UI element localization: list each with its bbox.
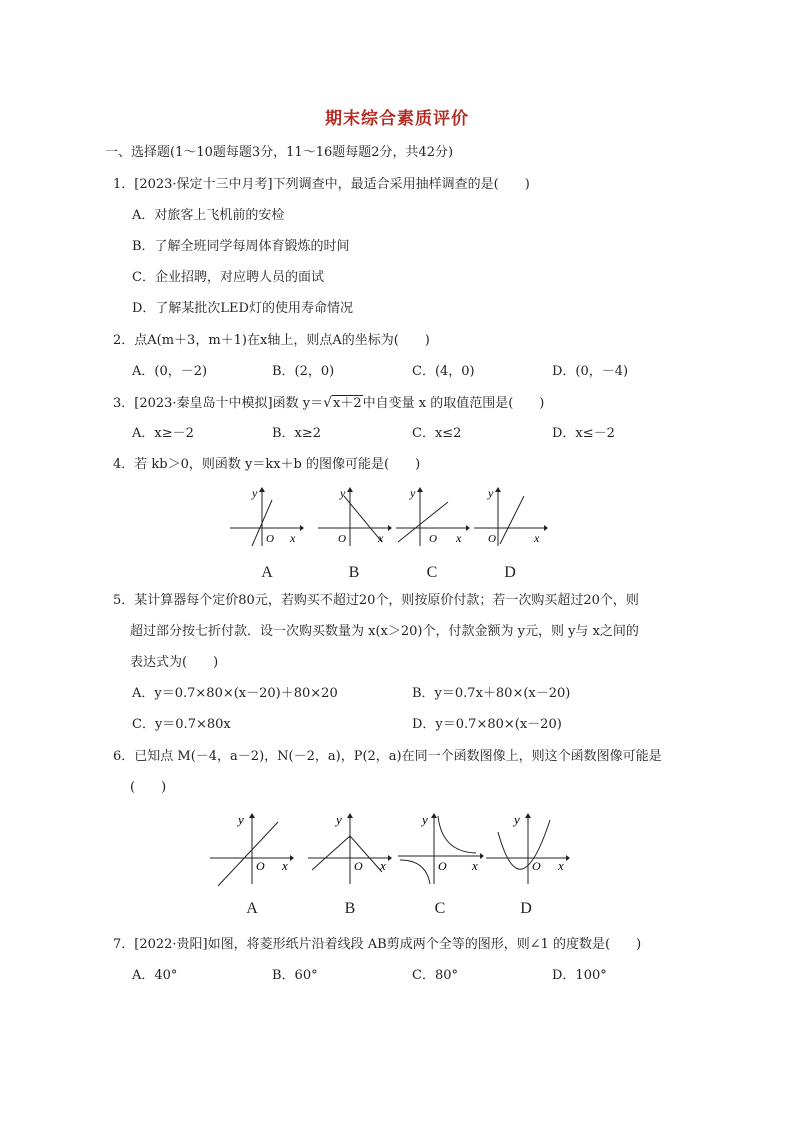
y-axis-label: y [488, 486, 494, 500]
q4-stem: 4．若 kb＞0，则函数 y＝kx＋b 的图像可能是( ) [113, 457, 421, 472]
q3-option-d: D．x≤－2 [552, 426, 615, 441]
q6-label-d: D [520, 900, 532, 917]
q1-option-d: D．了解某批次LED灯的使用寿命情况 [132, 301, 353, 316]
origin-label: O [256, 859, 265, 873]
q3-stem-pre: 3．[2023·秦皇岛十中模拟]函数 y＝ [113, 396, 324, 411]
y-axis-label: y [336, 812, 342, 827]
origin-label: O [354, 859, 363, 873]
q3-stem-post: 中自变量 x 的取值范围是( ) [362, 396, 545, 411]
q6-graph-c [396, 812, 486, 886]
x-axis-label: x [378, 531, 384, 545]
q7-option-c: C．80° [412, 968, 458, 983]
sqrt-symbol: √ [323, 395, 333, 411]
x-axis-label: x [472, 858, 478, 873]
y-axis-label: y [340, 486, 346, 500]
q5-stem-line2: 超过部分按七折付款．设一次购买数量为 x(x＞20)个，付款金额为 y元，则 y与 x之间的 [130, 624, 639, 639]
page-title: 期末综合素质评价 [325, 109, 469, 129]
q5-option-a: A．y＝0.7×80×(x－20)＋80×20 [132, 686, 338, 701]
q7-option-b: B．60° [272, 968, 318, 983]
q4-label-c: C [426, 564, 438, 581]
q3-option-c: C．x≤2 [412, 426, 462, 441]
q6-graph-d [484, 812, 570, 886]
q5-option-b: B．y＝0.7x＋80×(x－20) [412, 686, 571, 701]
q2-stem: 2．点A(m＋3，m＋1)在x轴上，则点A的坐标为( ) [113, 333, 430, 348]
x-axis-label: x [290, 531, 296, 545]
q1-option-b: B．了解全班同学每周体育锻炼的时间 [132, 239, 350, 254]
q7-option-d: D．100° [552, 968, 607, 983]
q3-stem [113, 395, 544, 412]
q4-graph-b [316, 486, 392, 550]
origin-label: O [266, 533, 274, 545]
y-axis-label: y [252, 486, 258, 500]
origin-label: O [429, 533, 437, 545]
q7-stem: 7．[2022·贵阳]如图，将菱形纸片沿着线段 AB剪成两个全等的图形，则∠1 的度数是( ) [113, 937, 642, 952]
q3-option-b: B．x≥2 [272, 426, 322, 441]
q3-radicand: x＋2 [333, 396, 362, 411]
origin-label: O [532, 859, 541, 873]
y-axis-label: y [410, 486, 416, 500]
q4-label-a: A [261, 564, 273, 581]
q2-option-d: D．(0，－4) [552, 364, 629, 379]
origin-label: O [338, 533, 346, 545]
q6-label-c: C [434, 900, 446, 917]
q6-label-a: A [246, 900, 258, 917]
y-axis-label: y [514, 812, 520, 827]
q2-option-c: C．(4，0) [412, 364, 475, 379]
y-axis-label: y [422, 812, 428, 827]
q6-label-b: B [344, 900, 356, 917]
x-axis-label: x [282, 858, 288, 873]
x-axis-label: x [558, 858, 564, 873]
origin-label: O [488, 533, 496, 545]
origin-label: O [438, 859, 447, 873]
q1-option-c: C．企业招聘，对应聘人员的面试 [132, 270, 324, 285]
q2-option-a: A．(0，－2) [132, 364, 208, 379]
q5-option-d: D．y＝0.7×80×(x－20) [412, 717, 562, 732]
q4-graph-a [228, 486, 304, 550]
q2-option-b: B．(2，0) [272, 364, 335, 379]
q6-stem-line1: 6．已知点 M(－4，a－2)，N(－2，a)，P(2，a)在同一个函数图像上，则这个函数图像可能是 [113, 749, 662, 764]
q4-graph-d [472, 486, 548, 550]
x-axis-label: x [534, 531, 540, 545]
x-axis-label: x [380, 858, 386, 873]
section-heading: 一、选择题(1～10题每题3分，11～16题每题2分，共42分) [105, 145, 454, 160]
q7-option-a: A．40° [132, 968, 178, 983]
q1-stem: 1．[2023·保定十三中月考]下列调查中，最适合采用抽样调查的是( ) [113, 177, 530, 192]
q3-option-a: A．x≥－2 [132, 426, 194, 441]
q4-label-b: B [348, 564, 360, 581]
x-axis-label: x [456, 531, 462, 545]
q4-graph-c [394, 486, 470, 550]
q4-label-d: D [504, 564, 516, 581]
q6-graph-b [306, 812, 392, 886]
q6-graph-a [208, 812, 294, 886]
q5-stem-line1: 5．某计算器每个定价80元，若购买不超过20个，则按原价付款；若一次购买超过20个，则 [113, 593, 639, 608]
q5-stem-line3: 表达式为( ) [130, 655, 219, 670]
y-axis-label: y [238, 812, 244, 827]
q1-option-a: A．对旅客上飞机前的安检 [132, 208, 285, 223]
q5-option-c: C．y＝0.7×80x [132, 717, 231, 732]
q6-stem-line2: ( ) [130, 780, 167, 795]
